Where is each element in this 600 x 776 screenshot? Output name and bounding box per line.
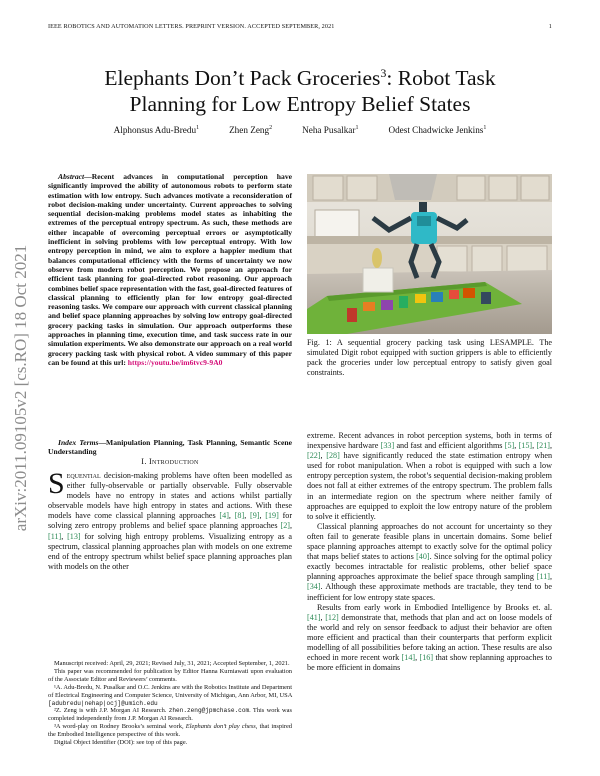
- author: [302, 125, 358, 135]
- right-column-body: [307, 431, 552, 673]
- footnote: This paper was recommended for publication by Editor Hanna Kurniawati upon evaluation of the Associate Editor and Reviewers’ comments.: [48, 667, 292, 683]
- citation-link[interactable]: [19]: [265, 511, 279, 521]
- citation-link[interactable]: [12]: [325, 612, 339, 622]
- title-footnote-mark: 3: [380, 66, 387, 80]
- footnote: Manuscript received: April, 29, 2021; Revised July, 31, 2021; Accepted September, 1, 2021.: [54, 660, 290, 667]
- citation-link[interactable]: [34]: [307, 582, 321, 592]
- citation-link[interactable]: [21]: [536, 441, 550, 451]
- figure-image: [307, 174, 552, 334]
- author-name: Odest Chadwicke Jenkins: [388, 125, 484, 136]
- figure-caption: [307, 338, 552, 378]
- footnote-email: zhen.zeng@jpmchase.com: [168, 707, 250, 715]
- citation-link[interactable]: [8]: [234, 511, 245, 521]
- text-run: have significantly reduced the state estimation entropy when used for robot manipulation. When a robot is equipped with such a low entropy perception system, the robot’s sequential decision-making problem does not fall at either extremes of the entropy spectrum. The problem falls in an intermediate region on the spectrum where neither family of approaches are equipped to exploit the low entropy nature of the problem to solve it efficiently.: [307, 451, 553, 521]
- running-header: [48, 23, 552, 30]
- paragraph: [307, 522, 552, 603]
- caption-label: Fig. 1:: [307, 338, 332, 347]
- text-run: Classical planning approaches do not account for uncertainty so they often fail to generate feasible plans in uncertain domains. Some belief space planning approaches attempt to exactly solve for the optimal policy that maps belief states to actions: [307, 521, 552, 562]
- abstract-lead: Abstract: [58, 172, 85, 181]
- text-run: ,: [61, 531, 68, 541]
- text-run: ,: [320, 612, 326, 622]
- title-line1-pre: Elephants Don’t Pack Groceries: [104, 66, 381, 91]
- footnote-wordplay: ³A word-play on Rodney Brooks’s seminal work,: [54, 723, 186, 731]
- intro-body: [48, 467, 293, 571]
- author: [114, 125, 199, 135]
- citation-link[interactable]: [40]: [416, 552, 430, 562]
- citation-link[interactable]: [9]: [249, 511, 260, 521]
- footnote-tail: , that inspired the Embodied Intelligence perspective of this work.: [48, 723, 293, 739]
- video-link[interactable]: https://youtu.be/im6tvc9-9A0: [127, 357, 223, 367]
- citation-link[interactable]: [41]: [307, 612, 321, 622]
- intro-smallcaps: equential: [66, 471, 101, 480]
- author-affiliation-mark: 1: [196, 125, 200, 131]
- arxiv-stamp-text: arXiv:2011.09105v2 [cs.RO] 18 Oct 2021: [11, 244, 30, 532]
- citation-link[interactable]: [11]: [536, 572, 550, 582]
- citation-link[interactable]: [22]: [307, 451, 321, 461]
- footnote: [48, 684, 292, 708]
- text-run: for solving high entropy problems. Visualizing entropy as a spectrum, classical planning approaches plan with models on one extreme end of the entropy spectrum whilst belief space planning approaches plan with models on the other: [48, 531, 293, 571]
- text-run: . Since solving for the optimal policy exactly becomes intractable for realistic problems, other belief space planning approaches approximate the belief space through sampling: [307, 552, 552, 582]
- paper-title: [48, 60, 552, 117]
- text-run: ,: [244, 511, 250, 521]
- text-run: Results from early work in Embodied Intelligence by Brooks et. al.: [317, 602, 552, 612]
- author-affiliation-mark: 1: [355, 125, 359, 131]
- section-number: I.: [141, 457, 147, 466]
- text-run: for solving zero entropy problems and belief space planning approaches: [48, 511, 293, 531]
- index-terms-lead: Index Terms: [58, 438, 99, 447]
- caption-text: A sequential grocery packing task using LESAMPLE. The simulated Digit robot equipped with suction grippers is able to efficiently pack the groceries under low perceptual entropy to satisfy given goal constraints.: [307, 338, 552, 378]
- text-run: extreme. Recent advances in robot perception systems, both in terms of inexpensive hardware: [307, 431, 552, 451]
- index-terms-text: —Manipulation Planning, Task Planning, Semantic Scene Understanding: [48, 438, 292, 457]
- robot-kitchen-scene: [307, 174, 552, 334]
- abstract: [48, 172, 292, 367]
- text-run: ,: [514, 441, 519, 451]
- footnote-affiliation: ²Z. Zeng is with J.P. Morgan AI Research.: [54, 707, 167, 715]
- text-run: and fast and efficient algorithms: [394, 441, 505, 451]
- running-head-text: IEEE ROBOTICS AND AUTOMATION LETTERS. PREPRINT VERSION. ACCEPTED SEPTEMBER, 2021: [48, 23, 335, 30]
- text-run: ,: [532, 441, 537, 451]
- index-terms: [48, 438, 292, 457]
- text-run: ,: [415, 653, 420, 663]
- text-run: ,: [320, 451, 327, 461]
- author-name: Zhen Zeng: [229, 125, 270, 136]
- citation-link[interactable]: [16]: [419, 653, 434, 663]
- citation-link[interactable]: [33]: [380, 441, 395, 451]
- text-run: ,: [228, 511, 235, 521]
- intro-paragraph: [48, 467, 293, 572]
- text-run: ,: [259, 511, 266, 521]
- author-name: Neha Pusalkar: [302, 125, 356, 136]
- footnote-affiliation: ¹A. Adu-Bredu, N. Pusalkar and O.C. Jenkins are with the Robotics Institute and Department of Electrical Engineering and Computer Science, University of Michigan, Ann Arbor, MI, USA: [48, 683, 292, 699]
- arxiv-stamp: [6, 178, 36, 598]
- abstract-text: —Recent advances in computational perception have significantly improved the ability of autonomous robots to perform state estimation with low entropy. Such advances motivate a reconsideration of robot decision-making under uncertainty. Current approaches to solving sequential decision-making problems model states as inhabiting the extremes of the perceptual entropy spectrum. As such, these methods are either incapable of overcoming perceptual errors or asymptotically inefficient in solving problems with low perceptual entropy. With low entropy perception in mind, we aim to explore a happier medium that balances computational efficiency with the forms of uncertainty we now observe from modern robot perception. We propose an approach for efficient task planning for goal-directed robot reasoning. Our approach combines belief space representation with the fast, goal-directed features of classical planning to efficiently plan for low entropy goal-directed reasoning tasks. We compare our approach with current classical planning and belief space planning approaches by solving low entropy goal-directed grocery packing tasks in simulation. Our approach outperforms these approaches in planning time, execution time, and task success rate in our simulation experiments. We also demonstrate our approach on a real world grocery packing task with physical robot. A video summary of this paper can be found at this url:: [48, 172, 292, 367]
- footnote-italic-title: Elephants don’t play chess: [185, 723, 256, 731]
- page-number: 1: [548, 23, 552, 30]
- footnote: [48, 723, 292, 739]
- citation-link[interactable]: [15]: [518, 441, 533, 451]
- author-list: [48, 125, 552, 135]
- citation-link[interactable]: [4]: [219, 511, 229, 521]
- author-affiliation-mark: 1: [483, 125, 487, 131]
- footnote-tail: . This work was completed independently from J.P. Morgan AI Research.: [48, 707, 292, 723]
- text-run: ,: [549, 441, 553, 451]
- author-name: Alphonsus Adu-Bredu: [113, 125, 197, 136]
- citation-link[interactable]: [5]: [504, 441, 515, 451]
- author: [388, 125, 486, 135]
- footnotes: [48, 660, 292, 747]
- section-heading: [48, 457, 292, 466]
- text-run: ,: [549, 572, 552, 582]
- footnote: Digital Object Identifier (DOI): see top of this page.: [54, 739, 188, 747]
- paragraph: [307, 431, 552, 522]
- dropcap: S: [48, 467, 65, 500]
- paragraph: [307, 603, 552, 674]
- citation-link[interactable]: [14]: [401, 653, 416, 663]
- title-line2: Planning for Low Entropy Belief States: [129, 92, 471, 117]
- footnote: [48, 707, 292, 723]
- title-line1-post: : Robot Task: [386, 66, 496, 91]
- footnote-emails: [adubredu|nehap|ocj]@umich.edu: [48, 699, 158, 707]
- text-run: ,: [289, 521, 292, 531]
- author: [229, 125, 272, 135]
- author-affiliation-mark: 2: [269, 125, 273, 131]
- citation-link[interactable]: [11]: [48, 531, 62, 541]
- text-run: demonstrate that, methods that plan and act on loose models of the world and rely on sensor feedback to adjust their behavior are often more efficient and practical than their counterparts that perform explicit modelling of all possibilities before taking an action. These results are also echoed in more recent work: [307, 612, 552, 663]
- section-title: Introduction: [149, 457, 199, 466]
- text-run: that show replanning approaches to be more efficient in domains: [307, 653, 552, 673]
- text-run: . Although these approximate methods are tractable, they tend to be inefficient for low entropy state spaces.: [307, 582, 552, 602]
- text-run: decision-making problems have often been modelled as either fully-observable or partially observable. Fully observable models have no entropy in states and actions whilst partially observable models have high entropy in states and actions. With these models have come classical planning approaches: [48, 471, 292, 521]
- citation-link[interactable]: [28]: [326, 451, 340, 461]
- citation-link[interactable]: [13]: [67, 531, 81, 541]
- citation-link[interactable]: [2]: [280, 521, 290, 531]
